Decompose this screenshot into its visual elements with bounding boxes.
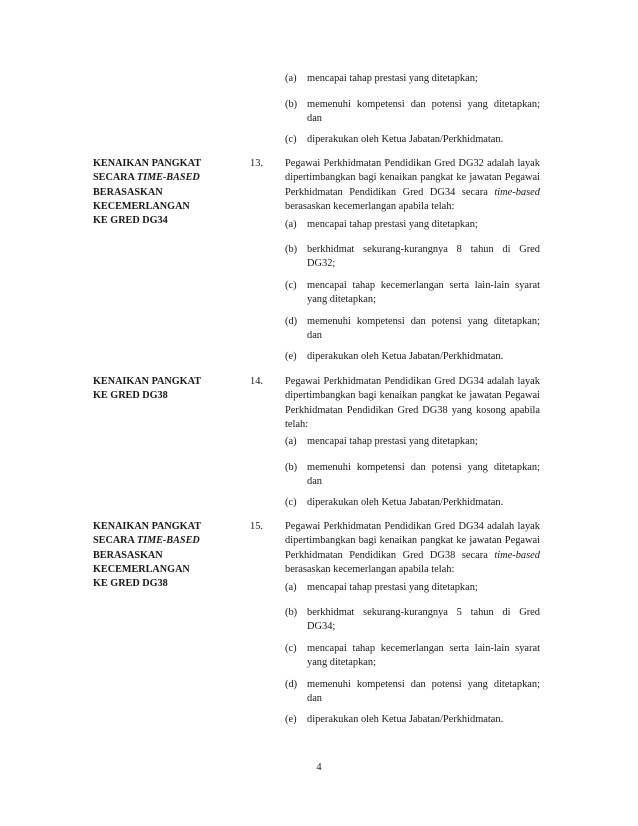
list-item	[285, 713, 540, 727]
list-item	[285, 606, 540, 635]
item-label: (c)	[285, 134, 297, 145]
list-item	[285, 496, 540, 510]
item-text: memenuhi kompetensi dan potensi yang ditetapkan; dan	[307, 462, 540, 488]
heading-line: KENAIKAN PANGKAT	[93, 521, 202, 532]
list-item	[285, 98, 540, 127]
item-text: mencapai tahap kecemerlangan serta lain-lain syarat yang ditetapkan;	[307, 643, 540, 669]
heading-italic: TIME-BASED	[136, 535, 200, 547]
paragraph-text	[285, 520, 540, 577]
list-item	[285, 279, 540, 308]
item-text: berkhidmat sekurang-kurangnya 8 tahun di Gred DG32;	[307, 244, 540, 270]
section-heading	[93, 375, 233, 404]
heading-line: KENAIKAN PANGKAT	[93, 376, 202, 387]
paragraph-number: 15.	[250, 521, 263, 532]
heading-word: SECARA	[93, 535, 135, 547]
list-item	[285, 315, 540, 344]
heading-line: KECEMERLANGAN	[93, 563, 190, 575]
item-text: diperakukan oleh Ketua Jabatan/Perkhidmatan.	[307, 714, 504, 725]
heading-italic: TIME-BASED	[136, 172, 200, 184]
item-label: (b)	[285, 99, 298, 110]
heading-line: KECEMERLANGAN	[93, 200, 190, 212]
list-item	[285, 350, 540, 364]
paragraph-number: 14.	[250, 376, 263, 387]
item-text: diperakukan oleh Ketua Jabatan/Perkhidmatan.	[307, 497, 504, 508]
item-label: (c)	[285, 643, 297, 654]
item-text: mencapai tahap kecemerlangan serta lain-lain syarat yang ditetapkan;	[307, 280, 540, 306]
item-label: (e)	[285, 714, 297, 725]
list-item	[285, 133, 540, 147]
list-item	[285, 642, 540, 671]
paragraph-text-part: berasaskan kecemerlangan apabila telah:	[285, 200, 455, 212]
item-label: (a)	[285, 73, 297, 84]
list-item	[285, 678, 540, 707]
heading-line	[93, 534, 233, 548]
heading-line: KE GRED DG38	[93, 578, 168, 590]
item-label: (d)	[285, 679, 298, 690]
item-label: (c)	[285, 497, 297, 508]
heading-line	[93, 171, 233, 185]
section-heading	[93, 520, 233, 591]
list-item	[285, 72, 540, 86]
item-text: mencapai tahap prestasi yang ditetapkan;	[307, 582, 478, 593]
item-label: (c)	[285, 280, 297, 291]
section-heading	[93, 157, 233, 228]
item-text: mencapai tahap prestasi yang ditetapkan;	[307, 436, 478, 447]
item-text: memenuhi kompetensi dan potensi yang ditetapkan; dan	[307, 99, 540, 125]
item-label: (b)	[285, 607, 298, 618]
heading-line: BERASASKAN	[93, 186, 163, 198]
paragraph-text-part: berasaskan kecemerlangan apabila telah:	[285, 563, 455, 575]
list-item	[285, 581, 540, 595]
paragraph-italic: time-based	[494, 186, 540, 198]
paragraph-text-part: Pegawai Perkhidmatan Pendidikan Gred DG34 adalah layak dipertimbangkan bagi kenaikan pangkat ke jawatan Pegawai Perkhidmatan Pendidikan Gred DG38 secara	[285, 521, 540, 561]
heading-line: KENAIKAN PANGKAT	[93, 158, 202, 169]
item-text: berkhidmat sekurang-kurangnya 5 tahun di Gred DG34;	[307, 607, 540, 633]
item-text: mencapai tahap prestasi yang ditetapkan;	[307, 73, 478, 84]
heading-line: BERASASKAN	[93, 549, 163, 561]
list-item	[285, 243, 540, 272]
item-text: mencapai tahap prestasi yang ditetapkan;	[307, 219, 478, 230]
item-label: (a)	[285, 436, 297, 447]
paragraph-number: 13.	[250, 158, 263, 169]
item-text: memenuhi kompetensi dan potensi yang ditetapkan; dan	[307, 316, 540, 342]
item-label: (e)	[285, 351, 297, 362]
heading-word: SECARA	[93, 172, 135, 184]
item-label: (b)	[285, 244, 298, 255]
item-text: memenuhi kompetensi dan potensi yang ditetapkan; dan	[307, 679, 540, 705]
paragraph-text-part: Pegawai Perkhidmatan Pendidikan Gred DG32 adalah layak dipertimbangkan bagi kenaikan pangkat ke jawatan Pegawai Perkhidmatan Pendidikan Gred DG34 secara	[285, 158, 540, 198]
page-number: 4	[316, 762, 322, 773]
item-label: (a)	[285, 219, 297, 230]
list-item	[285, 461, 540, 490]
item-label: (b)	[285, 462, 298, 473]
item-label: (d)	[285, 316, 298, 327]
paragraph-text	[285, 157, 540, 214]
paragraph-italic: time-based	[494, 549, 540, 561]
heading-line: KE GRED DG38	[93, 390, 168, 402]
list-item	[285, 435, 540, 449]
heading-line: KE GRED DG34	[93, 215, 168, 227]
item-label: (a)	[285, 582, 297, 593]
paragraph-text: Pegawai Perkhidmatan Pendidikan Gred DG34 adalah layak dipertimbangkan bagi kenaikan pangkat ke jawatan Pegawai Perkhidmatan Pendidikan Gred DG38 yang kosong apabila telah:	[285, 376, 540, 430]
list-item	[285, 218, 540, 232]
item-text: diperakukan oleh Ketua Jabatan/Perkhidmatan.	[307, 351, 504, 362]
item-text: diperakukan oleh Ketua Jabatan/Perkhidmatan.	[307, 134, 504, 145]
